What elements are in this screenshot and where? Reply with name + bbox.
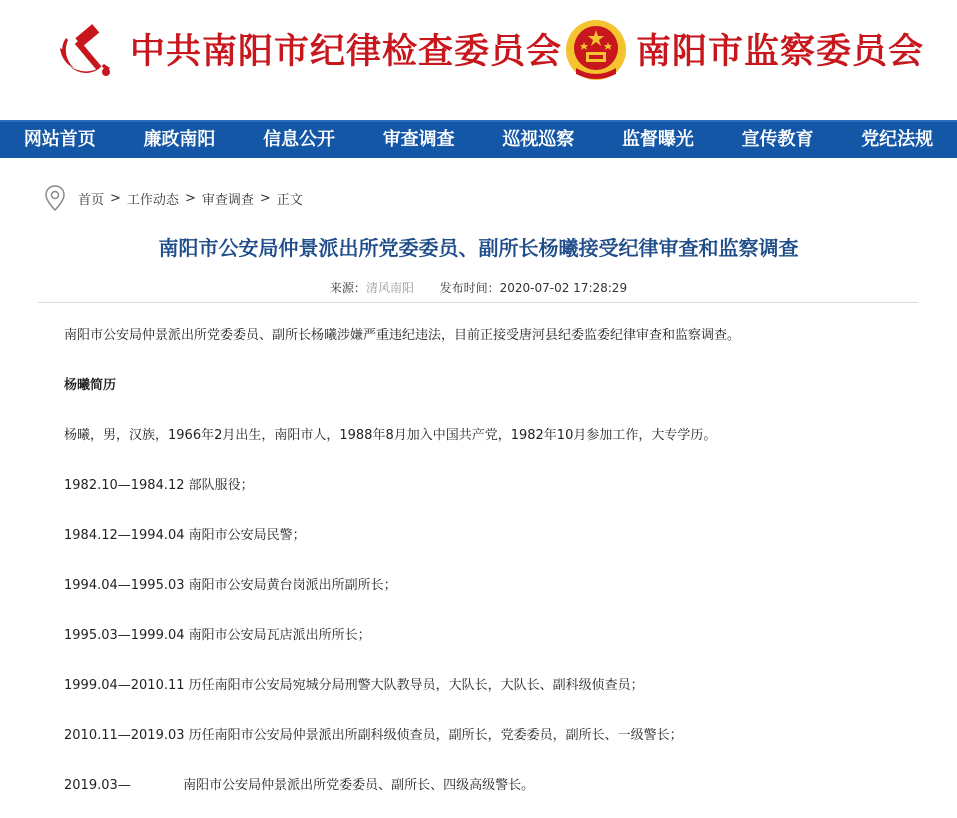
location-pin-icon bbox=[44, 184, 66, 212]
source-value[interactable]: 清风南阳 bbox=[365, 281, 414, 295]
article-lead: 南阳市公安局仲景派出所党委委员、副所长杨曦涉嫌严重违纪违法，目前正接受唐河县纪委监委纪律审查和监察调查。 bbox=[64, 328, 741, 343]
nav-item-disclosure[interactable]: 信息公开 bbox=[263, 129, 336, 150]
resume-entry bbox=[64, 527, 306, 545]
resume-entry bbox=[64, 727, 683, 745]
resume-date: 2019.03— bbox=[64, 778, 131, 793]
resume-text: 历任南阳市公安局宛城分局刑警大队教导员，大队长，大队长、副科级侦查员； bbox=[188, 678, 644, 693]
breadcrumb-separator: > bbox=[110, 190, 121, 206]
breadcrumb bbox=[44, 184, 303, 212]
nav-item-integrity[interactable]: 廉政南阳 bbox=[143, 129, 216, 150]
resume-text: 历任南阳市公安局仲景派出所副科级侦查员，副所长，党委委员，副所长、一级警长； bbox=[188, 728, 683, 743]
article-title: 南阳市公安局仲景派出所党委委员、副所长杨曦接受纪律审查和监察调查 bbox=[158, 236, 799, 260]
nav-item-inspection[interactable]: 巡视巡察 bbox=[502, 129, 575, 150]
resume-entry bbox=[64, 477, 254, 495]
resume-entry bbox=[64, 777, 534, 795]
nav-item-regulations[interactable]: 党纪法规 bbox=[861, 129, 934, 150]
source-label: 来源： bbox=[329, 281, 366, 295]
resume-entry bbox=[64, 677, 644, 695]
breadcrumb-current: 正文 bbox=[276, 192, 303, 208]
resume-date: 1994.04—1995.03 bbox=[64, 578, 185, 593]
resume-text: 南阳市公安局民警； bbox=[188, 528, 306, 543]
resume-date: 2010.11—2019.03 bbox=[64, 728, 185, 743]
title-divider bbox=[38, 302, 918, 303]
nav-item-home[interactable]: 网站首页 bbox=[23, 129, 96, 150]
resume-date: 1995.03—1999.04 bbox=[64, 628, 185, 643]
nav-item-investigation[interactable]: 审查调查 bbox=[382, 129, 455, 150]
nav-item-education[interactable]: 宣传教育 bbox=[741, 129, 814, 150]
resume-text: 南阳市公安局瓦店派出所所长； bbox=[188, 628, 371, 643]
breadcrumb-investigation[interactable]: 审查调查 bbox=[201, 192, 254, 208]
nav-item-exposure[interactable]: 监督曝光 bbox=[621, 129, 694, 150]
breadcrumb-home[interactable]: 首页 bbox=[78, 192, 105, 208]
publish-label: 发布时间： bbox=[439, 281, 500, 295]
site-header bbox=[0, 0, 957, 120]
resume-date: 1999.04—2010.11 bbox=[64, 678, 185, 693]
resume-text: 南阳市公安局黄台岗派出所副所长； bbox=[188, 578, 397, 593]
breadcrumb-separator: > bbox=[184, 190, 196, 206]
article-meta bbox=[0, 279, 957, 296]
resume-text: 部队服役； bbox=[188, 478, 254, 493]
bio-paragraph: 杨曦，男，汉族，1966年2月出生，南阳市人，1988年8月加入中国共产党，1982年10月参加工作，大专学历。 bbox=[64, 428, 717, 443]
resume-heading: 杨曦简历 bbox=[64, 378, 117, 393]
publish-time: 2020-07-02 17:28:29 bbox=[499, 281, 628, 295]
resume-date: 1984.12—1994.04 bbox=[64, 528, 185, 543]
resume-entry bbox=[64, 627, 371, 645]
breadcrumb-work-news[interactable]: 工作动态 bbox=[126, 192, 179, 208]
national-emblem-icon bbox=[564, 18, 628, 84]
breadcrumb-separator: > bbox=[259, 190, 271, 206]
main-nav bbox=[0, 120, 957, 158]
resume-text: 南阳市公安局仲景派出所党委委员、副所长、四级高级警长。 bbox=[183, 778, 535, 793]
supervision-title: 南阳市监察委员会 bbox=[636, 31, 925, 72]
resume-entry bbox=[64, 577, 397, 595]
resume-date: 1982.10—1984.12 bbox=[64, 478, 185, 493]
hammer-sickle-icon bbox=[54, 20, 116, 82]
commission-title: 中共南阳市纪律检查委员会 bbox=[130, 31, 563, 72]
